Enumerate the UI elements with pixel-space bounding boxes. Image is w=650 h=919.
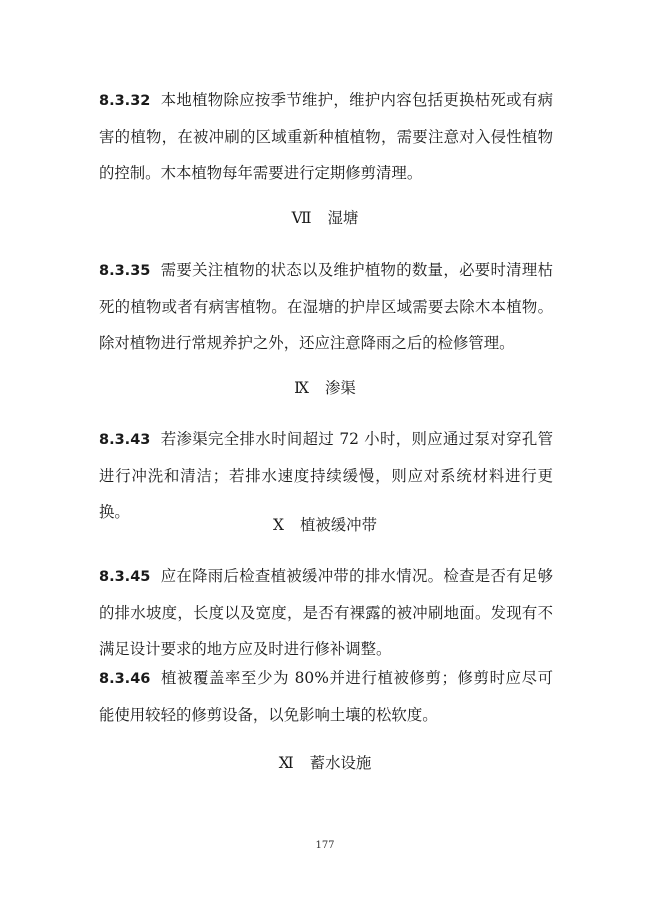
section-heading-vegetated-buffer <box>0 513 650 535</box>
clause-8-3-35 <box>99 252 553 361</box>
clause-number: 8.3.46 <box>99 671 151 687</box>
clause-8-3-45 <box>99 558 553 667</box>
clause-8-3-46 <box>99 660 553 733</box>
section-title: 湿塘 <box>327 209 359 227</box>
clause-8-3-32 <box>99 82 553 191</box>
section-heading-infiltration-trench <box>0 376 650 398</box>
clause-number: 8.3.45 <box>99 569 151 585</box>
clause-text: 植被覆盖率至少为 80%并进行植被修剪；修剪时应尽可能使用较轻的修剪设备，以免影响土壤的松软度。 <box>99 669 553 724</box>
section-roman-numeral: Ⅹ <box>273 516 284 534</box>
section-roman-numeral: Ⅺ <box>278 754 294 772</box>
page-number: 177 <box>315 840 335 851</box>
clause-number: 8.3.32 <box>99 93 151 109</box>
clause-text: 需要关注植物的状态以及维护植物的数量，必要时清理枯死的植物或者有病害植物。在湿塘的护岸区域需要去除木本植物。除对植物进行常规养护之外，还应注意降雨之后的检修管理。 <box>99 261 553 352</box>
section-title: 植被缓冲带 <box>300 516 377 534</box>
section-heading-wet-pond <box>0 206 650 228</box>
clause-text: 本地植物除应按季节维护，维护内容包括更换枯死或有病害的植物，在被冲刷的区域重新种植植物，需要注意对入侵性植物的控制。木本植物每年需要进行定期修剪清理。 <box>99 91 553 182</box>
clause-text: 若渗渠完全排水时间超过 72 小时，则应通过泵对穿孔管进行冲洗和清洁；若排水速度持续缓慢，则应对系统材料进行更换。 <box>99 430 553 521</box>
section-title: 蓄水设施 <box>309 754 372 772</box>
section-roman-numeral: Ⅸ <box>294 379 310 397</box>
section-roman-numeral: Ⅶ <box>291 209 312 227</box>
clause-number: 8.3.43 <box>99 432 151 448</box>
clause-number: 8.3.35 <box>99 263 151 279</box>
section-heading-storage-facility <box>0 751 650 773</box>
section-title: 渗渠 <box>325 379 356 397</box>
clause-text: 应在降雨后检查植被缓冲带的排水情况。检查是否有足够的排水坡度，长度以及宽度，是否有裸露的被冲刷地面。发现有不满足设计要求的地方应及时进行修补调整。 <box>99 567 553 658</box>
